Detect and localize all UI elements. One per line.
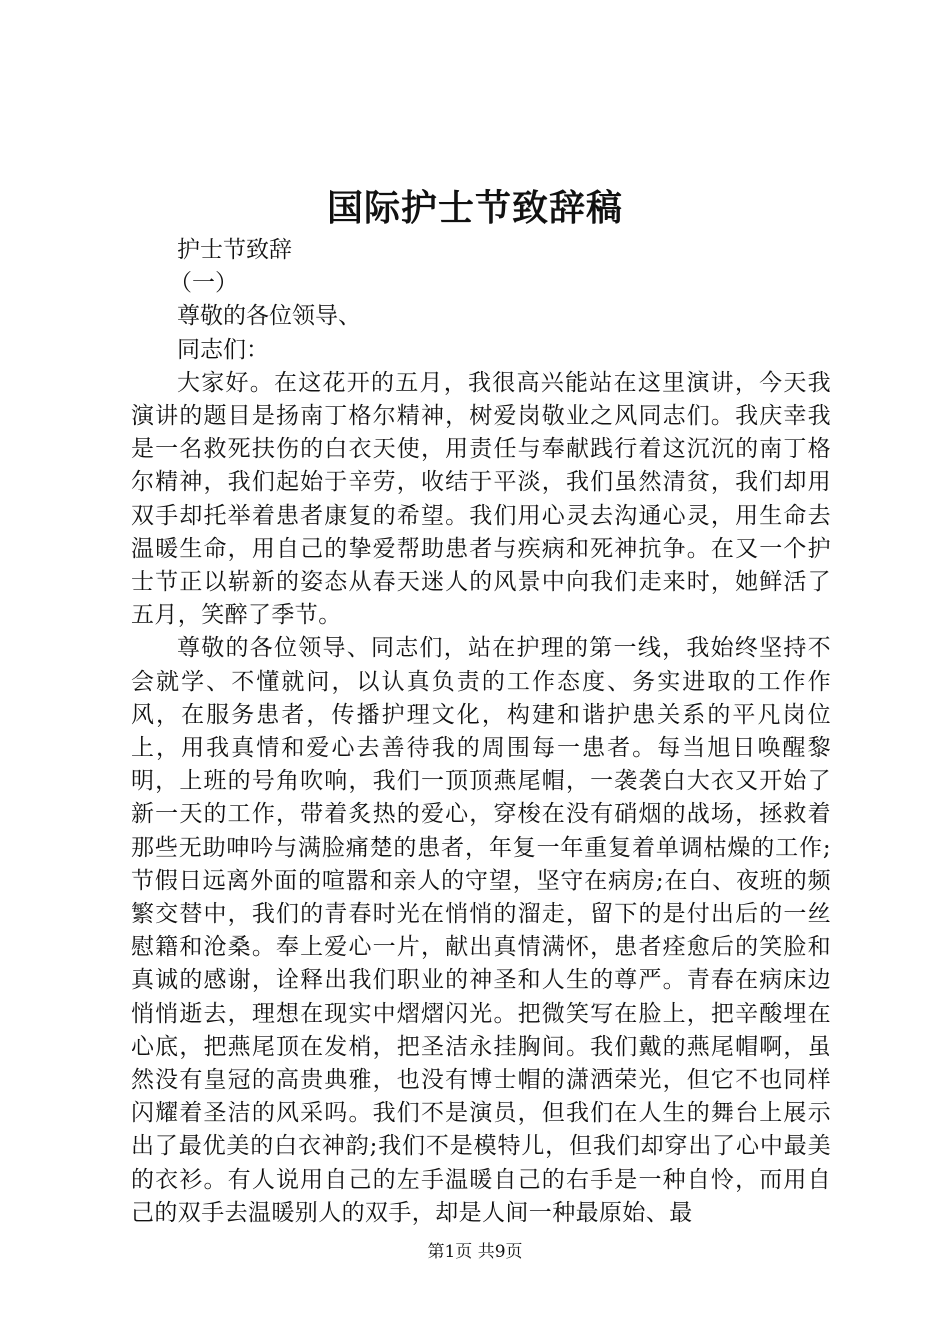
page-footer: 第1页 共9页 bbox=[427, 1242, 523, 1262]
paragraph-1: 大家好。在这花开的五月，我很高兴能站在这里演讲，今天我演讲的题目是扬南丁格尔精神，树爱岗敬业之风同志们。我庆幸我是一名救死扶伤的白衣天使，用责任与奉献践行着这沉沉的南丁格尔精神，我们起始于辛劳，收结于平淡，我们虽然清贫，我们却用双手却托举着患者康复的希望。我们用心灵去沟通心灵，用生命去温暖生命，用自己的挚爱帮助患者与疾病和死神抗争。在又一个护士节正以崭新的姿态从春天迷人的风景中向我们走来时，她鲜活了五月，笑醉了季节。 bbox=[131, 369, 831, 629]
document-body bbox=[131, 234, 831, 1230]
subtitle: 护士节致辞 bbox=[177, 237, 292, 263]
section-number: （一） bbox=[169, 270, 238, 297]
salutation-line-1: 尊敬的各位领导、 bbox=[177, 303, 361, 330]
paragraph-2: 尊敬的各位领导、同志们，站在护理的第一线，我始终坚持不会就学、不懂就问，以认真负责的工作态度、务实进取的工作作风，在服务患者，传播护理文化，构建和谐护患关系的平凡岗位上，用我真情和爱心去善待我的周围每一患者。每当旭日唤醒黎明，上班的号角吹响，我们一顶顶燕尾帽，一袭袭白大衣又开始了新一天的工作，带着炙热的爱心，穿梭在没有硝烟的战场，拯救着那些无助呻吟与满脸痛楚的患者，年复一年重复着单调枯燥的工作;节假日远离外面的喧嚣和亲人的守望，坚守在病房;在白、夜班的频繁交替中，我们的青春时光在悄悄的溜走，留下的是付出后的一丝慰籍和沧桑。奉上爱心一片，献出真情满怀，患者痊愈后的笑脸和真诚的感谢，诠释出我们职业的神圣和人生的尊严。青春在病床边悄悄逝去，理想在现实中熠熠闪光。把微笑写在脸上，把辛酸埋在心底，把燕尾顶在发梢，把圣洁永挂胸间。我们戴的燕尾帽啊，虽然没有皇冠的高贵典雅，也没有博士帽的潇洒荣光，但它不也同样闪耀着圣洁的风采吗。我们不是演员，但我们在人生的舞台上展示出了最优美的白衣神韵;我们不是模特儿，但我们却穿出了心中最美的衣衫。有人说用自己的左手温暖自己的右手是一种自怜，而用自己的双手去温暖别人的双手，却是人间一种最原始、最 bbox=[131, 635, 831, 1226]
salutation-line-2: 同志们： bbox=[177, 336, 269, 363]
document-title: 国际护士节致辞稿 bbox=[326, 187, 623, 229]
